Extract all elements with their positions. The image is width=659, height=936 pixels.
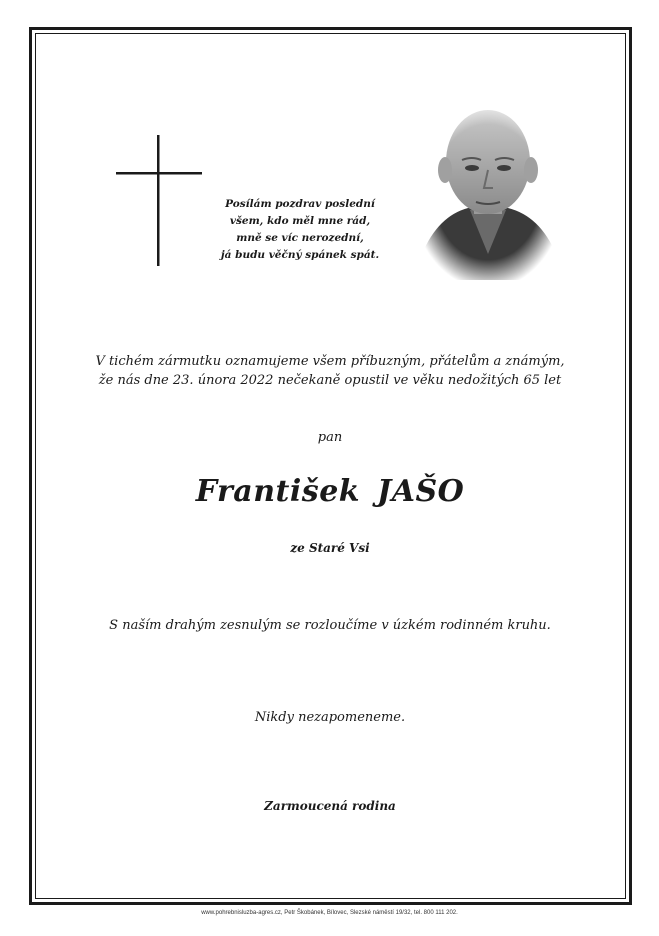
signature: Zarmoucená rodina — [264, 799, 396, 813]
announcement-line-1: V tichém zármutku oznamujeme všem příbuzným, přátelům a známým, — [95, 354, 565, 369]
cross-icon — [116, 135, 202, 266]
poem-line: všem, kdo měl mne rád, — [229, 215, 371, 227]
farewell-text: S naším drahým zesnulým se rozloučíme v úzkém rodinném kruhu. — [109, 618, 551, 633]
announcement — [60, 352, 600, 390]
poem-line: mně se víc nerozední, — [236, 232, 364, 244]
portrait-photo — [418, 104, 558, 280]
deceased-name: František JAŠO — [195, 474, 465, 509]
announcement-line-2: že nás dne 23. února 2022 nečekaně opustil ve věku nedožitých 65 let — [98, 373, 562, 388]
farewell-poem — [205, 196, 395, 264]
footer-contact: www.pohrebnisluzba-agres.cz, Petr Škobánek, Bílovec, Slezské náměstí 19/32, tel. 800 111 202. — [201, 910, 458, 916]
origin-place: ze Staré Vsi — [290, 541, 370, 555]
poem-line: já budu věčný spánek spát. — [220, 249, 380, 261]
poem-line: Posílám pozdrav poslední — [225, 198, 375, 210]
honorific: pan — [317, 430, 343, 445]
never-forget-text: Nikdy nezapomeneme. — [254, 710, 406, 725]
